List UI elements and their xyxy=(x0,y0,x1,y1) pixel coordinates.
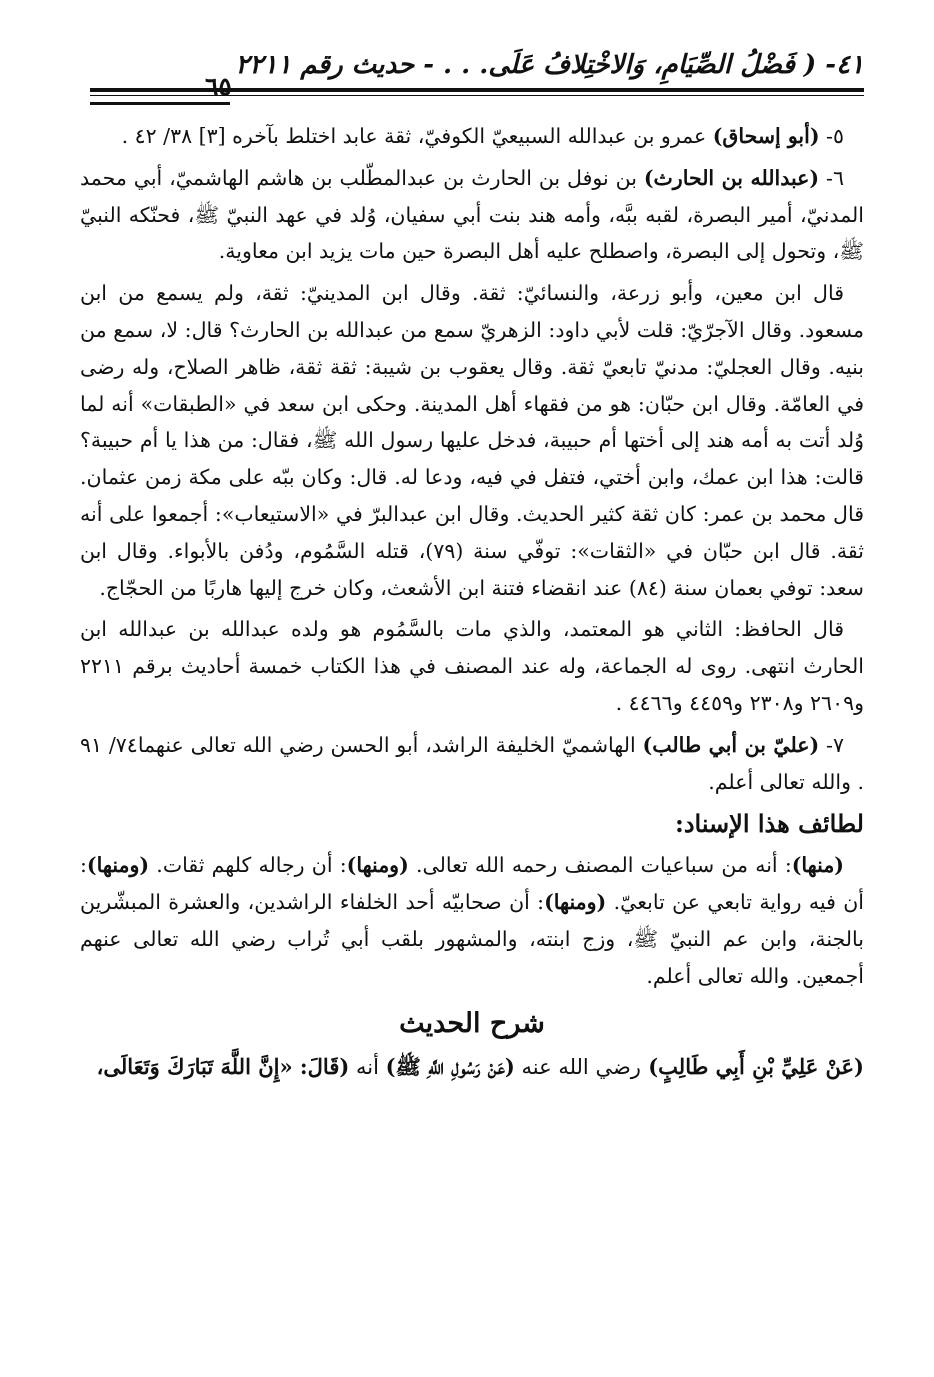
narrator-5-text: عمرو بن عبدالله السبيعيّ الكوفيّ، ثقة عابد اختلط بآخره [٣] ٣٨/ ٤٢ . xyxy=(121,124,713,148)
lataif-label-3: (ومنها) xyxy=(86,853,150,878)
radiyallah-phrase: رضي الله عنه xyxy=(514,1055,641,1080)
narrator-6-name: (عبدالله بن الحارث) xyxy=(643,165,820,190)
narrator-5 xyxy=(80,118,864,155)
narrator-7 xyxy=(80,727,864,801)
lataif-label-2: (ومنها) xyxy=(346,853,409,878)
narrator-7-name: (عليّ بن أبي طالب) xyxy=(642,732,820,757)
lataif-text-4: : أن صحابيّه أحد الخلفاء الراشدين، والعشرة المبشّرين بالجنة، وابن عم النبيّ ﷺ، وزج ابنته، والمشهور بلقب أبي تُراب رضي الله تعالى عنهم أجمعين. والله تعالى أعلم. xyxy=(80,889,864,988)
paragraph-hafiz-note: قال الحافظ: الثاني هو المعتمد، والذي مات بالسَّمُوم هو ولده عبدالله بن عبدالله ابن الحارث انتهى. روى له الجماعة، وله عند المصنف في هذا الكتاب خمسة أحاديث برقم ٢٢١١ و٢٦٠٩ و٢٣٠٨ و٤٤٥٩ و٤٤٦٦ . xyxy=(80,617,864,715)
sharh-heading: شرح الحديث xyxy=(399,1008,545,1040)
lataif-heading: لطائف هذا الإسناد: xyxy=(674,809,864,839)
lataif-paragraph xyxy=(80,847,864,994)
paragraph-scholars-opinions: قال ابن معين، وأبو زرعة، والنسائيّ: ثقة. وقال ابن المدينيّ: ثقة، ولم يسمع من ابن مسعود. وقال الآجرّيّ: قلت لأبي داود: الزهريّ سمع من عبدالله بن الحارث؟ قال: لا، سمع من بنيه. وقال العجليّ: مدنيّ تابعيّ ثقة. وقال يعقوب بن شيبة: ثقة ثقة، ظاهر الصلاح، وله رضى في العامّة. وقال ابن حبّان: هو من فقهاء أهل المدينة. وحكى ابن سعد في «الطبقات» أنه لما وُلد أتت به أمه هند إلى أختها أم حبيبة، فدخل عليها رسول الله ﷺ، فقال: من هذا يا أم حبيبة؟ قالت: هذا ابن عمك، وابن أختي، فتفل في فيه، ودعا له. قال: وكان ببّه على مكة زمن عثمان. قال محمد بن عمر: كان ثقة كثير الحديث. وقال ابن عبدالبرّ في «الاستيعاب»: أجمعوا على أنه ثقة. قال ابن حبّان في «الثقات»: توفّي سنة (٧٩)، قتله السَّمُوم، ودُفن بالأبواء. وقال ابن سعد: توفي بعمان سنة (٨٤) عند انقضاء فتنة ابن الأشعث، وكان خرج إليها هاربًا من الحجّاج. xyxy=(80,281,864,600)
header-rule-thin xyxy=(90,95,864,96)
hadith-narrator: (عَنْ عَلِيِّ بْنِ أَبِي طَالِبٍ) xyxy=(640,1054,864,1080)
lataif-text-2: : أن رجاله كلهم ثقات. xyxy=(149,853,347,878)
narrator-6 xyxy=(80,160,864,270)
narrator-5-number: ٥- xyxy=(819,124,844,148)
narrator-7-text: الهاشميّ الخليفة الراشد، أبو الحسن رضي الله تعالى عنهما٧٤/ ٩١ . والله تعالى أعلم. xyxy=(80,732,864,794)
lataif-text-1: : أنه من سباعيات المصنف رحمه الله تعالى. xyxy=(408,853,792,878)
hadith-connector: أنه xyxy=(349,1055,386,1080)
narrator-5-name: (أبو إسحاق) xyxy=(712,124,820,148)
page-body xyxy=(80,118,864,1091)
hadith-text-start: (قَالَ: «إِنَّ اللَّهَ تَبَارَكَ وَتَعَالَى، xyxy=(96,1054,350,1080)
page-header xyxy=(90,48,864,103)
running-title: ٤١- ( فَضْلُ الصِّيَامِ، وَالاخْتِلافُ عَلَى. . . - حديث رقم ٢٢١١ xyxy=(235,50,864,80)
hadith-opening-line xyxy=(80,1049,864,1086)
page-number: ٦٥ xyxy=(205,72,232,101)
lataif-label-4: (ومنها) xyxy=(544,889,607,914)
narrator-7-number: ٧- xyxy=(819,732,844,757)
header-rule-short xyxy=(90,102,230,105)
lataif-label-1: (منها) xyxy=(791,853,844,878)
header-rule-thick xyxy=(90,88,864,92)
narrator-6-number: ٦- xyxy=(819,165,844,190)
hadith-from-prophet: (عَنْ رَسُولِ اللَّهِ ﷺ) xyxy=(385,1054,515,1080)
lataif-text-3: : أن فيه رواية تابعي عن تابعيّ. xyxy=(80,853,864,914)
narrator-6-text: بن نوفل بن الحارث بن عبدالمطّلب بن هاشم الهاشميّ، أبي محمد المدنيّ، أمير البصرة، لقبه ببَّه، وأمه هند بنت أبي سفيان، وُلد في عهد النبيّ ﷺ، فحنّكه النبيّ ﷺ، وتحول إلى البصرة، واصطلح عليه أهل البصرة حين مات يزيد ابن معاوية. xyxy=(80,165,864,264)
